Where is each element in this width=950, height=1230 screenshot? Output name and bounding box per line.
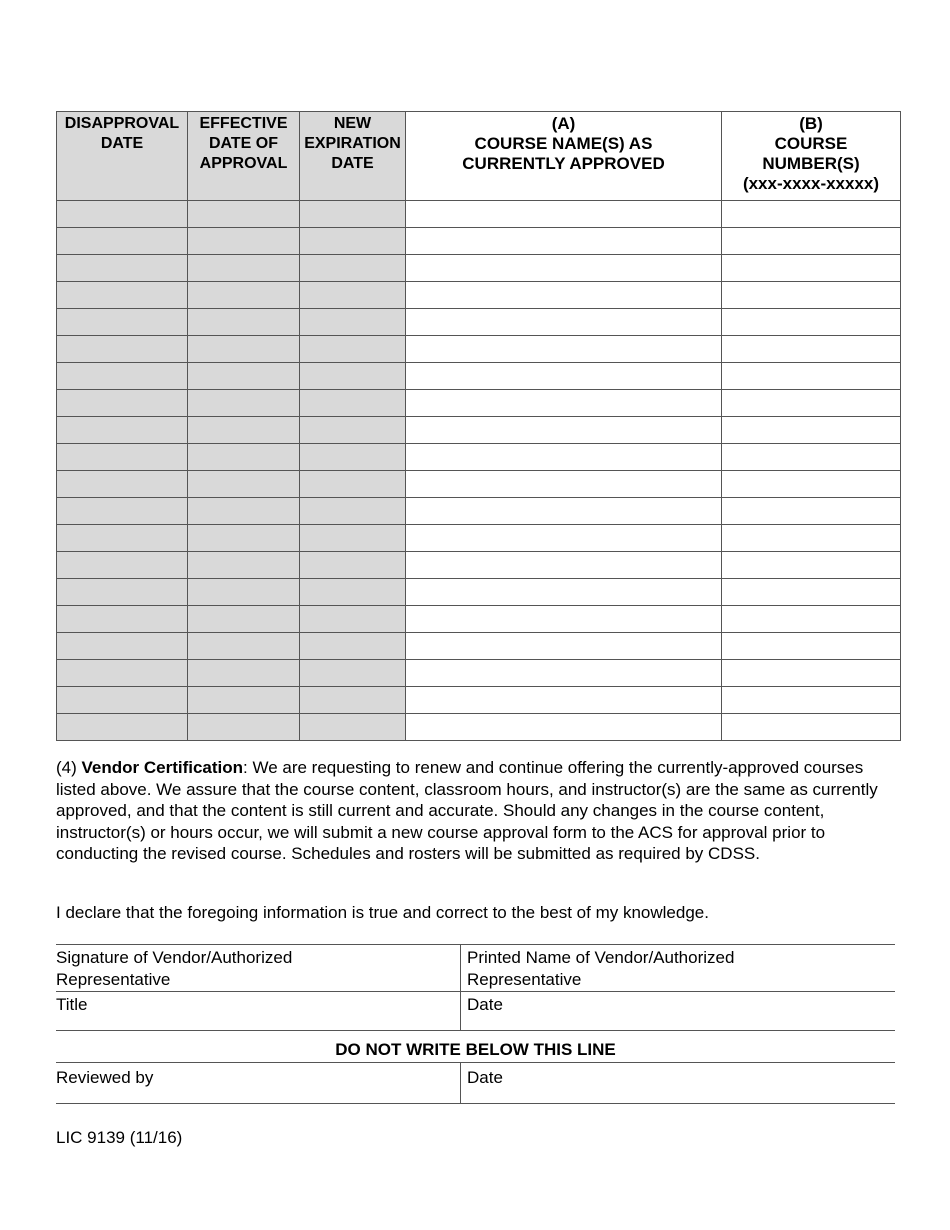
review-date-field <box>467 1067 887 1089</box>
disapproval-date-cell[interactable] <box>57 444 188 471</box>
expiration-date-cell[interactable] <box>300 498 406 525</box>
divider <box>56 1103 895 1104</box>
header-text: COURSE <box>774 134 848 153</box>
course-name-cell[interactable] <box>406 228 722 255</box>
table-body <box>57 201 901 741</box>
table-row <box>57 687 901 714</box>
disapproval-date-cell[interactable] <box>57 417 188 444</box>
table-row <box>57 552 901 579</box>
course-number-cell[interactable] <box>722 552 901 579</box>
disapproval-date-cell[interactable] <box>57 282 188 309</box>
course-number-cell[interactable] <box>722 471 901 498</box>
disapproval-date-cell[interactable] <box>57 579 188 606</box>
disapproval-date-cell[interactable] <box>57 660 188 687</box>
disapproval-date-cell[interactable] <box>57 336 188 363</box>
effective-date-cell[interactable] <box>188 309 300 336</box>
header-text: (xxx-xxxx-xxxxx) <box>742 174 880 193</box>
effective-date-cell[interactable] <box>188 363 300 390</box>
expiration-date-cell[interactable] <box>300 579 406 606</box>
expiration-date-cell[interactable] <box>300 525 406 552</box>
course-name-cell[interactable] <box>406 714 722 741</box>
table-row <box>57 498 901 525</box>
course-name-cell[interactable] <box>406 498 722 525</box>
course-name-cell[interactable] <box>406 363 722 390</box>
expiration-date-cell[interactable] <box>300 363 406 390</box>
date-label: Date <box>467 995 503 1014</box>
table-row <box>57 228 901 255</box>
cert-number: (4) <box>56 758 82 777</box>
course-name-cell[interactable] <box>406 552 722 579</box>
course-number-cell[interactable] <box>722 633 901 660</box>
header-text: DATE OF <box>208 135 279 152</box>
disapproval-date-cell[interactable] <box>57 363 188 390</box>
effective-date-cell[interactable] <box>188 471 300 498</box>
divider <box>56 991 895 992</box>
table-row <box>57 471 901 498</box>
effective-date-cell[interactable] <box>188 282 300 309</box>
effective-date-cell[interactable] <box>188 417 300 444</box>
printed-name-label-line1: Printed Name of Vendor/Authorized <box>467 948 735 967</box>
course-name-cell[interactable] <box>406 282 722 309</box>
form-id: LIC 9139 (11/16) <box>56 1128 183 1147</box>
table-row <box>57 363 901 390</box>
table-row <box>57 417 901 444</box>
reviewed-by-label: Reviewed by <box>56 1068 154 1087</box>
effective-date-cell[interactable] <box>188 444 300 471</box>
table-row <box>57 633 901 660</box>
course-name-cell[interactable] <box>406 390 722 417</box>
table-row <box>57 201 901 228</box>
disapproval-date-cell[interactable] <box>57 471 188 498</box>
disapproval-date-cell[interactable] <box>57 309 188 336</box>
signature-field[interactable] <box>56 947 456 990</box>
header-course-names <box>406 112 722 201</box>
cert-body: : We are requesting to renew and continue offering the currently-approved courses listed above. We assure that the course content, classroom hours, and instructor(s) are the same as currently approved, and that the content is still current and accurate. Should any changes in the course content, instructor(s) or hours occur, we will submit a new course approval form to the ACS for approval prior to conducting the revised course. Schedules and rosters will be submitted as required by CDSS. <box>56 758 878 863</box>
course-number-cell[interactable] <box>722 336 901 363</box>
effective-date-cell[interactable] <box>188 390 300 417</box>
review-date-label: Date <box>467 1068 503 1087</box>
disapproval-date-cell[interactable] <box>57 498 188 525</box>
table-row <box>57 255 901 282</box>
course-number-cell[interactable] <box>722 390 901 417</box>
table-row <box>57 282 901 309</box>
signature-label-line1: Signature of Vendor/Authorized <box>56 948 293 967</box>
course-number-cell[interactable] <box>722 228 901 255</box>
table-row <box>57 579 901 606</box>
effective-date-cell[interactable] <box>188 498 300 525</box>
effective-date-cell[interactable] <box>188 336 300 363</box>
divider <box>460 1062 461 1103</box>
header-text: DATE <box>331 155 374 172</box>
disapproval-date-cell[interactable] <box>57 714 188 741</box>
disapproval-date-cell[interactable] <box>57 525 188 552</box>
date-field[interactable] <box>467 994 887 1016</box>
course-number-cell[interactable] <box>722 201 901 228</box>
course-name-cell[interactable] <box>406 444 722 471</box>
header-text: EXPIRATION <box>304 135 401 152</box>
course-table <box>56 111 901 741</box>
effective-date-cell[interactable] <box>188 606 300 633</box>
course-number-cell[interactable] <box>722 417 901 444</box>
table-row <box>57 444 901 471</box>
expiration-date-cell[interactable] <box>300 201 406 228</box>
header-text: NEW <box>333 115 372 132</box>
expiration-date-cell[interactable] <box>300 309 406 336</box>
disapproval-date-cell[interactable] <box>57 606 188 633</box>
table-row <box>57 336 901 363</box>
effective-date-cell[interactable] <box>188 525 300 552</box>
header-new-expiration-date <box>300 112 406 201</box>
header-text: NUMBER(S) <box>762 154 860 173</box>
effective-date-cell[interactable] <box>188 660 300 687</box>
do-not-write-banner: DO NOT WRITE BELOW THIS LINE <box>335 1040 616 1059</box>
course-number-cell[interactable] <box>722 714 901 741</box>
expiration-date-cell[interactable] <box>300 255 406 282</box>
header-text: EFFECTIVE <box>199 115 288 132</box>
signature-label-line2: Representative <box>56 969 171 989</box>
expiration-date-cell[interactable] <box>300 660 406 687</box>
table-row <box>57 714 901 741</box>
header-text: COURSE NAME(S) AS <box>474 134 653 153</box>
table-row <box>57 309 901 336</box>
header-course-numbers <box>722 112 901 201</box>
course-number-cell[interactable] <box>722 606 901 633</box>
course-name-cell[interactable] <box>406 471 722 498</box>
course-name-cell[interactable] <box>406 687 722 714</box>
table-row <box>57 660 901 687</box>
table-row <box>57 390 901 417</box>
course-number-cell[interactable] <box>722 255 901 282</box>
course-name-cell[interactable] <box>406 417 722 444</box>
header-effective-date-of-approval <box>188 112 300 201</box>
effective-date-cell[interactable] <box>188 579 300 606</box>
disapproval-date-cell[interactable] <box>57 201 188 228</box>
expiration-date-cell[interactable] <box>300 552 406 579</box>
header-text: DATE <box>100 135 144 152</box>
effective-date-cell[interactable] <box>188 228 300 255</box>
expiration-date-cell[interactable] <box>300 390 406 417</box>
expiration-date-cell[interactable] <box>300 282 406 309</box>
header-text: DISAPPROVAL <box>64 115 180 132</box>
table-row <box>57 606 901 633</box>
expiration-date-cell[interactable] <box>300 228 406 255</box>
title-field[interactable] <box>56 994 456 1016</box>
declaration: I declare that the foregoing information is true and correct to the best of my knowledge. <box>56 903 709 922</box>
course-name-cell[interactable] <box>406 606 722 633</box>
course-name-cell[interactable] <box>406 660 722 687</box>
disapproval-date-cell[interactable] <box>57 687 188 714</box>
disapproval-date-cell[interactable] <box>57 552 188 579</box>
course-number-cell[interactable] <box>722 579 901 606</box>
header-disapproval-date <box>57 112 188 201</box>
expiration-date-cell[interactable] <box>300 417 406 444</box>
cert-title: Vendor Certification <box>81 758 244 777</box>
course-name-cell[interactable] <box>406 633 722 660</box>
disapproval-date-cell[interactable] <box>57 390 188 417</box>
course-number-cell[interactable] <box>722 498 901 525</box>
course-number-cell[interactable] <box>722 363 901 390</box>
disapproval-date-cell[interactable] <box>57 255 188 282</box>
printed-name-label-line2: Representative <box>467 969 582 989</box>
table-row <box>57 525 901 552</box>
divider <box>56 1062 895 1063</box>
expiration-date-cell[interactable] <box>300 714 406 741</box>
expiration-date-cell[interactable] <box>300 633 406 660</box>
header-text: APPROVAL <box>199 155 288 172</box>
course-number-cell[interactable] <box>722 687 901 714</box>
effective-date-cell[interactable] <box>188 633 300 660</box>
course-number-cell[interactable] <box>722 282 901 309</box>
effective-date-cell[interactable] <box>188 552 300 579</box>
divider <box>56 1030 895 1031</box>
course-name-cell[interactable] <box>406 255 722 282</box>
course-name-cell[interactable] <box>406 579 722 606</box>
course-number-cell[interactable] <box>722 660 901 687</box>
reviewed-by-field <box>56 1067 456 1089</box>
header-text: CURRENTLY APPROVED <box>462 154 665 173</box>
table-header-row <box>57 112 901 201</box>
divider <box>460 944 461 1030</box>
expiration-date-cell[interactable] <box>300 336 406 363</box>
expiration-date-cell[interactable] <box>300 444 406 471</box>
effective-date-cell[interactable] <box>188 714 300 741</box>
course-number-cell[interactable] <box>722 309 901 336</box>
printed-name-field[interactable] <box>467 947 887 990</box>
course-name-cell[interactable] <box>406 336 722 363</box>
header-text: (A) <box>551 114 576 133</box>
disapproval-date-cell[interactable] <box>57 228 188 255</box>
expiration-date-cell[interactable] <box>300 471 406 498</box>
vendor-certification <box>56 757 896 865</box>
header-text: (B) <box>799 114 823 133</box>
course-name-cell[interactable] <box>406 201 722 228</box>
course-name-cell[interactable] <box>406 525 722 552</box>
disapproval-date-cell[interactable] <box>57 633 188 660</box>
effective-date-cell[interactable] <box>188 255 300 282</box>
course-name-cell[interactable] <box>406 309 722 336</box>
divider <box>56 944 895 945</box>
signature-block <box>56 944 895 1104</box>
effective-date-cell[interactable] <box>188 687 300 714</box>
expiration-date-cell[interactable] <box>300 687 406 714</box>
effective-date-cell[interactable] <box>188 201 300 228</box>
expiration-date-cell[interactable] <box>300 606 406 633</box>
course-number-cell[interactable] <box>722 525 901 552</box>
course-number-cell[interactable] <box>722 444 901 471</box>
title-label: Title <box>56 995 88 1014</box>
